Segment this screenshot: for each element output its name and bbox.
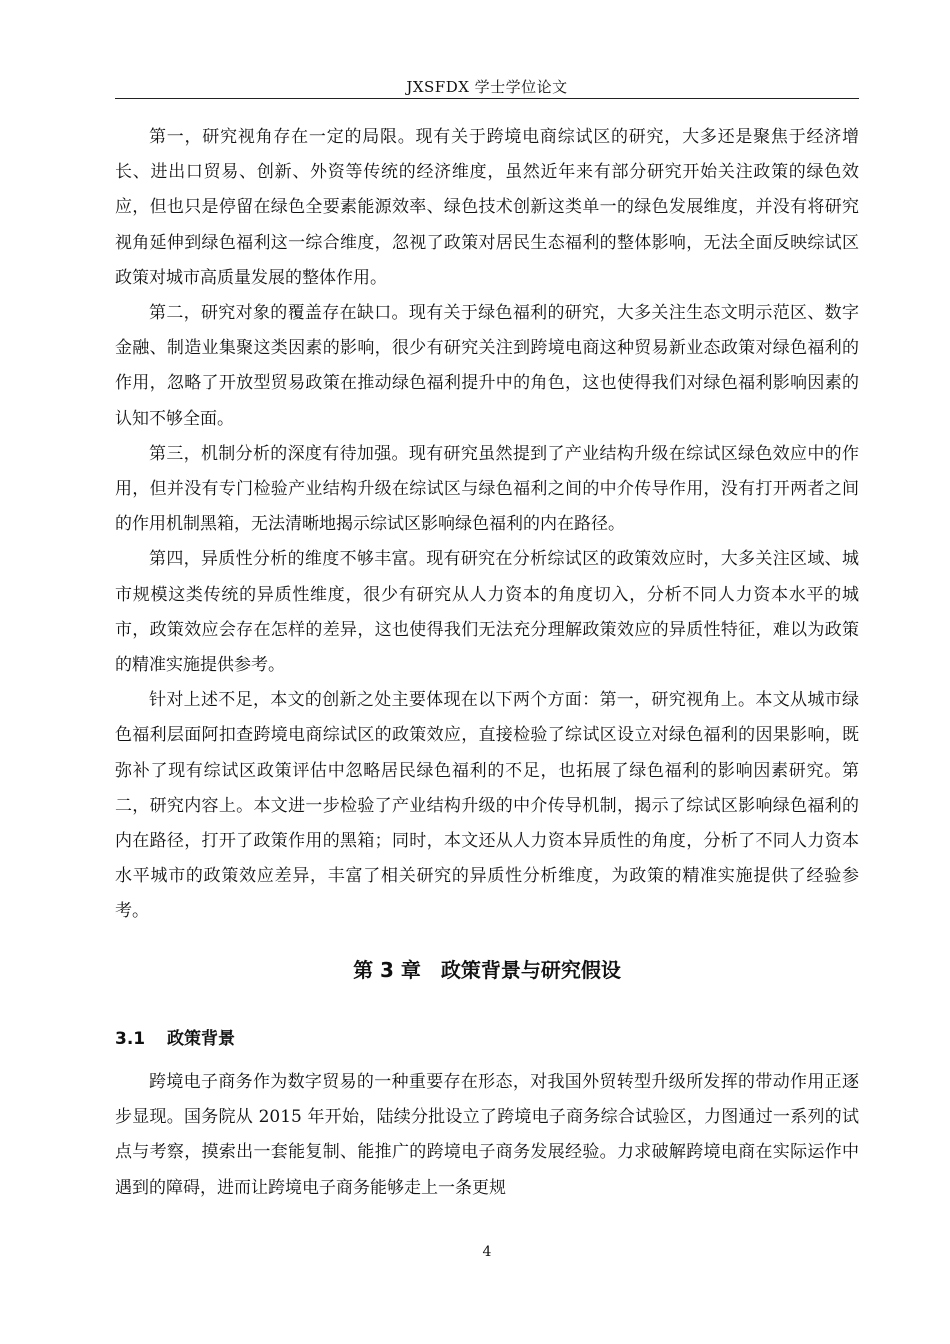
page-header-title: JXSFDX 学士学位论文 xyxy=(406,78,568,96)
section-body-text xyxy=(115,1065,859,1206)
section-heading xyxy=(115,1024,859,1049)
paragraph: 第一，研究视角存在一定的局限。现有关于跨境电商综试区的研究，大多还是聚焦于经济增长、进出口贸易、创新、外资等传统的经济维度，虽然近年来有部分研究开始关注政策的绿色效应，但也只是停留在绿色全要素能源效率、绿色技术创新这类单一的绿色发展维度，并没有将研究视角延伸到绿色福利这一综合维度，忽视了政策对居民生态福利的整体影响，无法全面反映综试区政策对城市高质量发展的整体作用。 xyxy=(115,127,859,288)
paragraph: 第四，异质性分析的维度不够丰富。现有研究在分析综试区的政策效应时，大多关注区域、城市规模这类传统的异质性维度，很少有研究从人力资本的角度切入，分析不同人力资本水平的城市，政策效应会存在怎样的差异，这也使得我们无法充分理解政策效应的异质性特征，难以为政策的精准实施提供参考。 xyxy=(115,549,859,676)
body-text xyxy=(115,120,859,930)
section-title: 政策背景 xyxy=(167,1029,235,1049)
paragraph: 第三，机制分析的深度有待加强。现有研究虽然提到了产业结构升级在综试区绿色效应中的作用，但并没有专门检验产业结构升级在综试区与绿色福利之间的中介传导作用，没有打开两者之间的作用机制黑箱，无法清晰地揭示综试区影响绿色福利的内在路径。 xyxy=(115,443,859,535)
page-number: 4 xyxy=(482,1244,492,1260)
paragraph: 针对上述不足，本文的创新之处主要体现在以下两个方面：第一，研究视角上。本文从城市绿色福利层面阿扣查跨境电商综试区的政策效应，直接检验了综试区设立对绿色福利的因果影响，既弥补了现有综试区政策评估中忽略居民绿色福利的不足，也拓展了绿色福利的影响因素研究。第二，研究内容上。本文进一步检验了产业结构升级的中介传导机制，揭示了综试区影响绿色福利的内在路径，打开了政策作用的黑箱；同时，本文还从人力资本异质性的角度，分析了不同人力资本水平城市的政策效应差异，丰富了相关研究的异质性分析维度，为政策的精准实施提供了经验参考。 xyxy=(115,690,859,922)
section-number: 3.1 xyxy=(115,1029,146,1049)
paragraph: 第二，研究对象的覆盖存在缺口。现有关于绿色福利的研究，大多关注生态文明示范区、数字金融、制造业集聚这类因素的影响，很少有研究关注到跨境电商这种贸易新业态政策对绿色福利的作用，忽略了开放型贸易政策在推动绿色福利提升中的角色，这也使得我们对绿色福利影响因素的认知不够全面。 xyxy=(115,303,859,429)
chapter-heading: 第 3 章 政策背景与研究假设 xyxy=(353,958,621,982)
page-header-rule xyxy=(115,98,859,99)
paragraph: 跨境电子商务作为数字贸易的一种重要存在形态，对我国外贸转型升级所发挥的带动作用正逐步显现。国务院从 2015 年开始，陆续分批设立了跨境电子商务综合试验区，力图通过一系列的试点与考察，摸索出一套能复制、能推广的跨境电子商务发展经验。力求破解跨境电商在实际运作中遇到的障碍，进而让跨境电子商务能够走上一条更规 xyxy=(115,1072,859,1198)
